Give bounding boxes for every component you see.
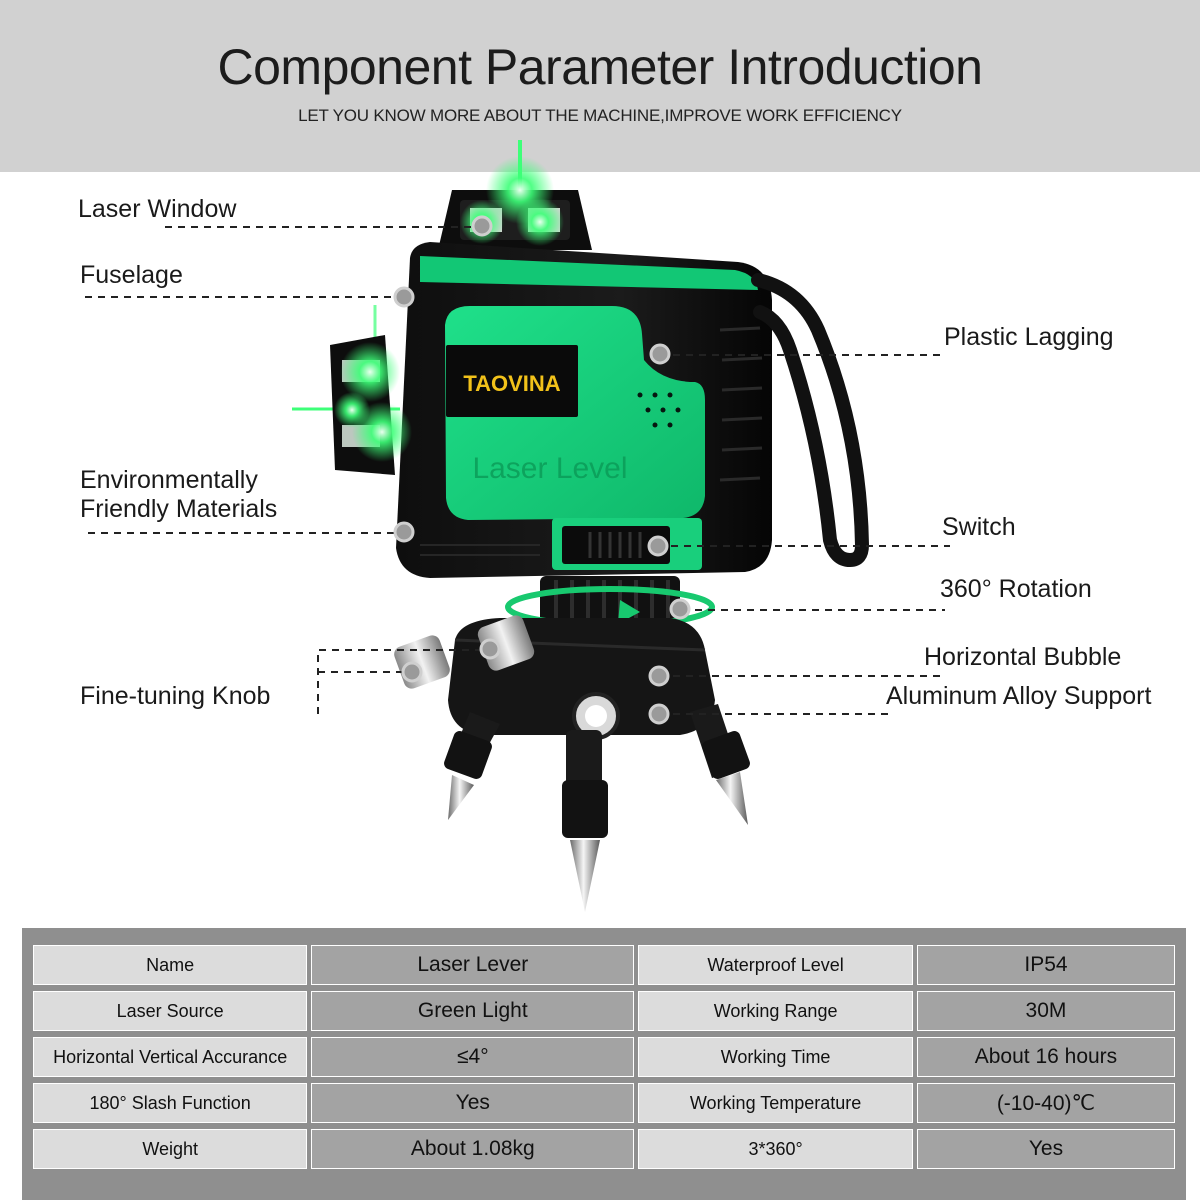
table-row: [33, 945, 1175, 985]
spec-value: IP54: [917, 945, 1175, 985]
spec-label: Weight: [33, 1129, 307, 1169]
dot-fine-tuning-knob-1: [481, 640, 499, 658]
spec-label: Waterproof Level: [638, 945, 913, 985]
callout-rotation: 360° Rotation: [940, 575, 1092, 603]
spec-label: Laser Source: [33, 991, 307, 1031]
dot-horizontal-bubble: [650, 667, 668, 685]
spec-value: Green Light: [311, 991, 634, 1031]
callout-aluminum-support: Aluminum Alloy Support: [886, 682, 1152, 710]
dot-plastic-lagging: [651, 345, 669, 363]
spec-value: About 16 hours: [917, 1037, 1175, 1077]
callout-laser-window: Laser Window: [78, 195, 237, 223]
page-subtitle: LET YOU KNOW MORE ABOUT THE MACHINE,IMPROVE WORK EFFICIENCY: [298, 106, 902, 125]
callout-fine-tuning-knob: Fine-tuning Knob: [80, 682, 271, 710]
brand-logo: TAOVINA: [463, 371, 561, 396]
spec-label: 180° Slash Function: [33, 1083, 307, 1123]
callout-env-materials-line1: Environmentally: [80, 466, 258, 494]
spec-table: [29, 939, 1179, 1175]
embossed-label: Laser Level: [472, 452, 628, 485]
dot-fine-tuning-knob-2: [403, 663, 421, 681]
table-row: [33, 1037, 1175, 1077]
spec-label: Horizontal Vertical Accurance: [33, 1037, 307, 1077]
callout-env-materials-line2: Friendly Materials: [80, 495, 278, 523]
spec-label: Name: [33, 945, 307, 985]
table-row: [33, 1083, 1175, 1123]
spec-table-panel: [22, 928, 1186, 1200]
dot-env-materials: [395, 523, 413, 541]
callout-switch: Switch: [942, 513, 1016, 541]
dot-aluminum-support: [650, 705, 668, 723]
dot-laser-window: [473, 217, 491, 235]
spec-value: About 1.08kg: [311, 1129, 634, 1169]
spec-value: Laser Lever: [311, 945, 634, 985]
callout-fuselage: Fuselage: [80, 261, 183, 289]
spec-value: Yes: [917, 1129, 1175, 1169]
table-row: [33, 991, 1175, 1031]
dot-rotation: [671, 600, 689, 618]
spec-value: ≤4°: [311, 1037, 634, 1077]
table-row: [33, 1129, 1175, 1169]
spec-label: Working Range: [638, 991, 913, 1031]
spec-value: 30M: [917, 991, 1175, 1031]
callout-horizontal-bubble: Horizontal Bubble: [924, 643, 1122, 671]
spec-label: 3*360°: [638, 1129, 913, 1169]
dot-switch: [649, 537, 667, 555]
page-title: Component Parameter Introduction: [217, 39, 983, 95]
spec-value: Yes: [311, 1083, 634, 1123]
spec-label: Working Time: [638, 1037, 913, 1077]
callout-plastic-lagging: Plastic Lagging: [944, 323, 1114, 351]
spec-label: Working Temperature: [638, 1083, 913, 1123]
dot-fuselage: [395, 288, 413, 306]
spec-value: (-10-40)℃: [917, 1083, 1175, 1123]
